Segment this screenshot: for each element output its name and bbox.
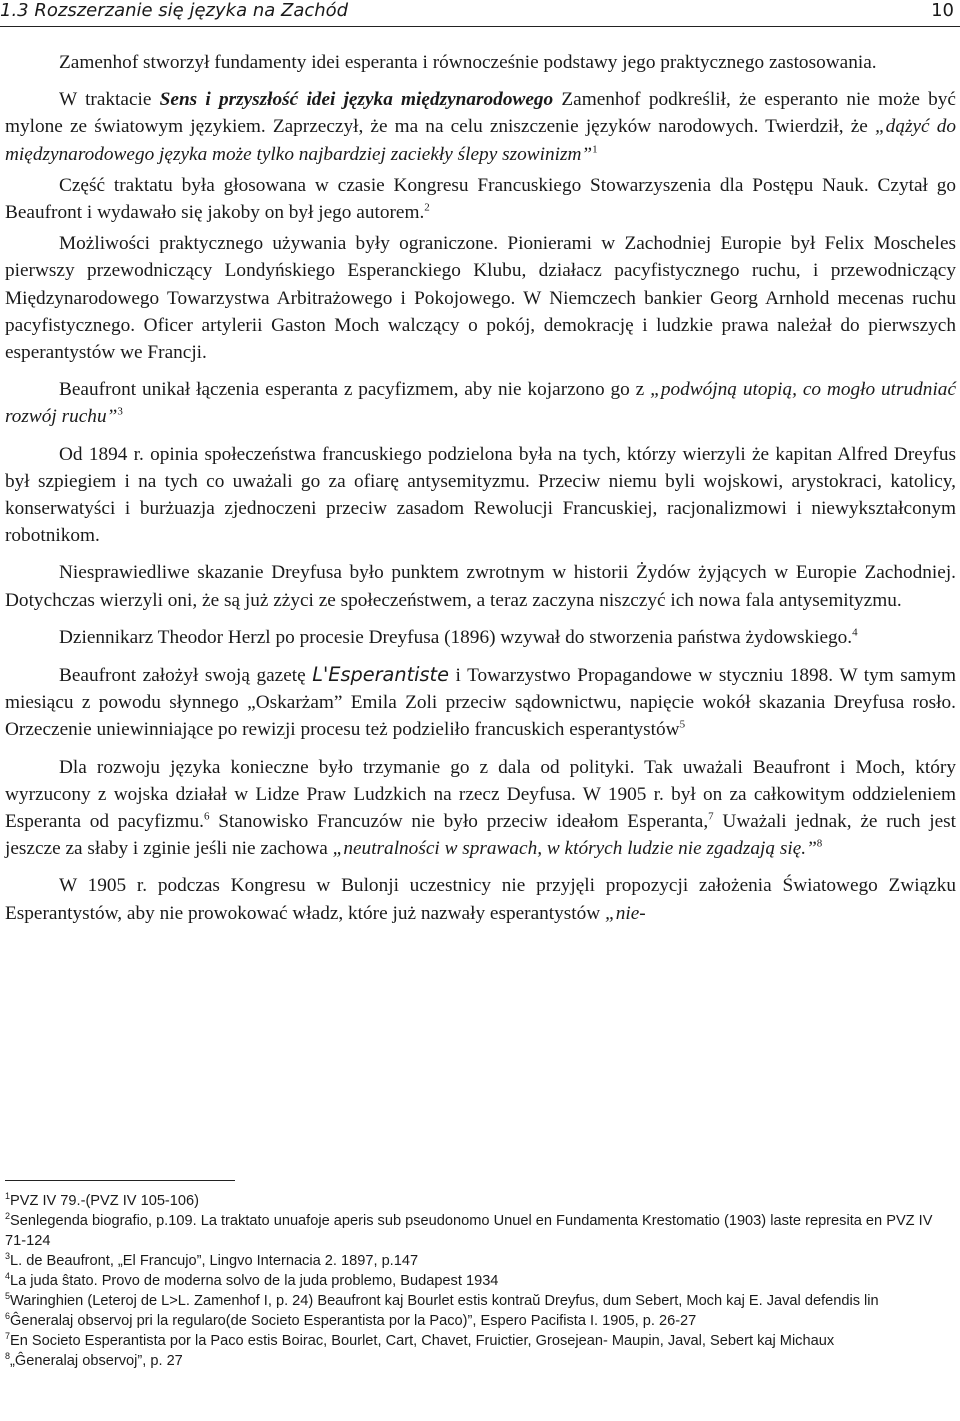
paragraph: Beaufront unikał łączenia esperanta z pacyfizmem, aby nie kojarzono go z „podwójną utopią, co mogło utrudniać rozwój ruchu”$^3$ — [5, 379, 957, 428]
footnote-text: Ĝeneralaj observoj pri la regularo(de Societo Esperantista por la Paco)”, Espero Pacifista I. 1905, p. 26-27 — [10, 1313, 697, 1329]
main-text — [5, 49, 956, 937]
quotation: „podwójną utopią, co mogło utrudniać rozwój ruchu” — [5, 379, 957, 428]
footnote-ref: 2 — [424, 201, 430, 214]
footnote-number: 7 — [5, 1331, 11, 1342]
paragraph: Niesprawiedliwe skazanie Dreyfusa było punktem zwrotnym w historii Żydów żyjących w Europie Zachodniej. Dotychczas wierzyli oni, że są już zżyci ze społeczeństwem, a teraz zaczyna niszczyć ich nowa fala antysemityzmu. — [5, 562, 956, 611]
paragraph: Możliwości praktycznego używania były ograniczone. Pionierami w Zachodniej Europie był Felix Moscheles pierwszy przewodniczący Londyńskiego Esperanckiego Klubu, działacz pacyfistycznego ruchu, i przewodniczący Międzynarodowego Towarzystwa Arbitrażowego i Pokojowego. W Niemczech bankier Georg Arnhold mecenas ruchu pacyfistycznego. Oficer artylerii Gaston Moch walczący o pokój, demokrację i ludzkie prawa należał do pierwszych esperantystów we Francji. — [5, 233, 956, 364]
footnote — [5, 1211, 956, 1251]
footnote — [5, 1311, 956, 1331]
footnote-ref: 4 — [852, 626, 858, 639]
footnote — [5, 1271, 956, 1291]
footnote — [5, 1351, 956, 1371]
footnote-number: 1 — [5, 1191, 11, 1202]
footnote-ref: 5 — [679, 719, 686, 732]
paragraph: Od 1894 r. opinia społeczeństwa francuskiego podzielona była na tych, którzy wierzyli że kapitan Alfred Dreyfus był szpiegiem i na tych co uważali go za ofiarę antysemityzmu. Przeciw niemu byli wojskowi, arystokraci, katolicy, konserwatyści i burżuazja zjednoczeni przeciw zasadom Rewolucji Francuskiej, racjonalizmowi i niewykształconym robotnikom. — [5, 443, 956, 547]
footnote-text: PVZ IV 79.-(PVZ IV 105-106) — [10, 1193, 200, 1209]
footnote-text: La juda ŝtato. Provo de moderna solvo de la juda problemo, Budapest 1934 — [10, 1273, 499, 1289]
paragraph: Zamenhof stworzył fundamenty idei esperanta i równocześnie podstawy jego praktycznego zastosowania. — [59, 52, 877, 73]
footnote — [5, 1331, 956, 1351]
quotation: „nie- — [605, 902, 646, 924]
footnote — [5, 1191, 956, 1211]
footnote-number: 3 — [5, 1251, 11, 1262]
footnote-text: L. de Beaufront, „El Francujo”, Lingvo Internacia 2. 1897, p.147 — [10, 1253, 419, 1269]
footnote-number: 8 — [5, 1351, 11, 1362]
paragraph: Beaufront założył swoją gazetę L'Esperantiste i Towarzystwo Propagandowe w styczniu 1898. W tym samym miesiącu z powodu słynnego „Oskarżam” Emila Zoli przeciw sądownictwu, napięcie wokół skazania Dreyfusa rosło. Orzeczenie uniewinniające po rewizji procesu też podzieliło francuskich esperantystów$^5$ — [5, 663, 956, 741]
quotation: „dążyć do międzynarodowego języka może tylko najbardziej zaciekły ślepy szowinizm” — [5, 116, 956, 165]
page-number: 10 — [931, 0, 954, 21]
footnote-number: 6 — [5, 1311, 11, 1322]
paragraph: W traktacie Sens i przyszłość idei języka międzynarodowego Zamenhof podkreślił, że esperanto nie może być mylone ze światowym językiem. Zaprzeczył, że ma na celu zniszczenie języków narodowych. Twierdził, że „dążyć do międzynarodowego języka może tylko najbardziej zaciekły ślepy szowinizm”$^1$ — [5, 89, 956, 165]
newspaper-title: L'Esperantiste — [312, 663, 449, 687]
footnote-ref: 1 — [592, 143, 598, 156]
footnote-ref: 3 — [117, 406, 123, 419]
paragraph: W 1905 r. podczas Kongresu w Bulonji uczestnicy nie przyjęli propozycji założenia Światowego Związku Esperantystów, aby nie prowokować władz, które już nazwały esperantystów „nie- — [5, 875, 956, 924]
footnote-ref: 8 — [816, 837, 823, 850]
footnote-number: 5 — [5, 1291, 11, 1302]
footnote-text: Senlegenda biografio, p.109. La traktato unuafoje aperis sub pseudonomo Unuel en Fundamenta Krestomatio (1903) laste represita en PVZ IV 71-124 — [5, 1213, 933, 1249]
footnotes — [5, 1191, 956, 1371]
footnote-ref: 7 — [708, 810, 714, 823]
footnote-text: En Societo Esperantista por la Paco estis Boirac, Bourlet, Cart, Chavet, Fruictier, Grosejean- Maupin, Javal, Sebert kaj Michaux — [10, 1333, 835, 1349]
footnote-divider — [5, 1180, 235, 1181]
paragraph: Część traktatu była głosowana w czasie Kongresu Francuskiego Stowarzyszenia dla Postępu Nauk. Czytał go Beaufront i wydawało się jakoby on był jego autorem.$^2$ — [5, 174, 956, 224]
paragraph: Dla rozwoju języka konieczne było trzymanie go z dala od polityki. Tak uważali Beaufront i Moch, który wyrzucony z wojska działał w Lidze Praw Ludzkich na rzecz Deyfusa. W 1905 r. był on za całkowitym oddzieleniem Esperanta od pacyfizmu.$^6$ Stanowisko Francuzów nie było przeciw ideałom Esperanta,$^7$ Uważali jednak, że ruch jest jeszcze za słaby i zginie jeśli nie zachowa „neutralności w sprawach, w których ludzie nie zgadzają się.”$^8$ — [5, 756, 956, 860]
quotation: „neutralności w sprawach, w których ludzie nie zgadzają się.” — [332, 838, 817, 860]
paragraph: Dziennikarz Theodor Herzl po procesie Dreyfusa (1896) wzywał do stworzenia państwa żydowskiego.$^4$ — [59, 626, 858, 648]
footnote — [5, 1251, 956, 1271]
treatise-title: Sens i przyszłość idei języka międzynarodowego — [159, 89, 554, 111]
footnote-number: 4 — [5, 1271, 11, 1282]
footnote-ref: 6 — [203, 810, 210, 823]
footnote — [5, 1291, 956, 1311]
footnote-text: „Ĝeneralaj observoj”, p. 27 — [10, 1353, 183, 1369]
footnote-number: 2 — [5, 1211, 11, 1222]
running-header — [0, 0, 960, 27]
section-title: 1.3 Rozszerzanie się języka na Zachód — [0, 0, 349, 21]
footnote-text: Waringhien (Leteroj de L>L. Zamenhof I, p. 24) Beaufront kaj Bourlet estis kontraŭ Dreyfus, dum Sebert, Moch kaj E. Javal defendis lin — [10, 1293, 879, 1309]
